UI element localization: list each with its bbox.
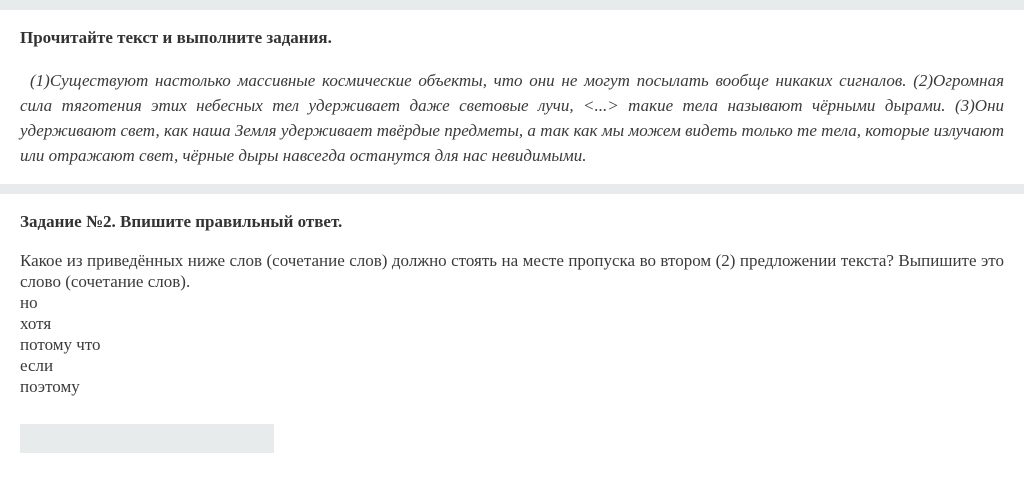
task-question: Какое из приведённых ниже слов (сочетание слов) должно стоять на месте пропуска во втором (2) предложении текста? Выпишите это слово (сочетание слов). (20, 251, 1004, 291)
option-item: хотя (20, 314, 52, 333)
answer-input[interactable] (20, 424, 274, 453)
option-item: поэтому (20, 377, 80, 396)
task-title: Задание №2. Впишите правильный ответ. (20, 212, 343, 231)
text-instruction: Прочитайте текст и выполните задания. (20, 28, 332, 47)
answer-options-list (20, 292, 1004, 397)
task-section (0, 194, 1024, 397)
option-item: но (20, 293, 38, 312)
text-section (0, 10, 1024, 184)
option-item: если (20, 356, 54, 375)
section-divider (0, 184, 1024, 194)
option-item: потому что (20, 335, 101, 354)
top-band (0, 0, 1024, 10)
passage-text: (1)Существуют настолько массивные космические объекты, что они не могут посылать вообще никаких сигналов. (2)Огромная сила тяготения этих небесных тел удерживает даже световые лучи, <...> такие тела называют чёрными дырами. (3)Они удерживают свет, как наша Земля удерживает твёрдые предметы, а так как мы можем видеть только те тела, которые излучают или отражают свет, чёрные дыры навсегда останутся для нас невидимыми. (20, 71, 1004, 165)
